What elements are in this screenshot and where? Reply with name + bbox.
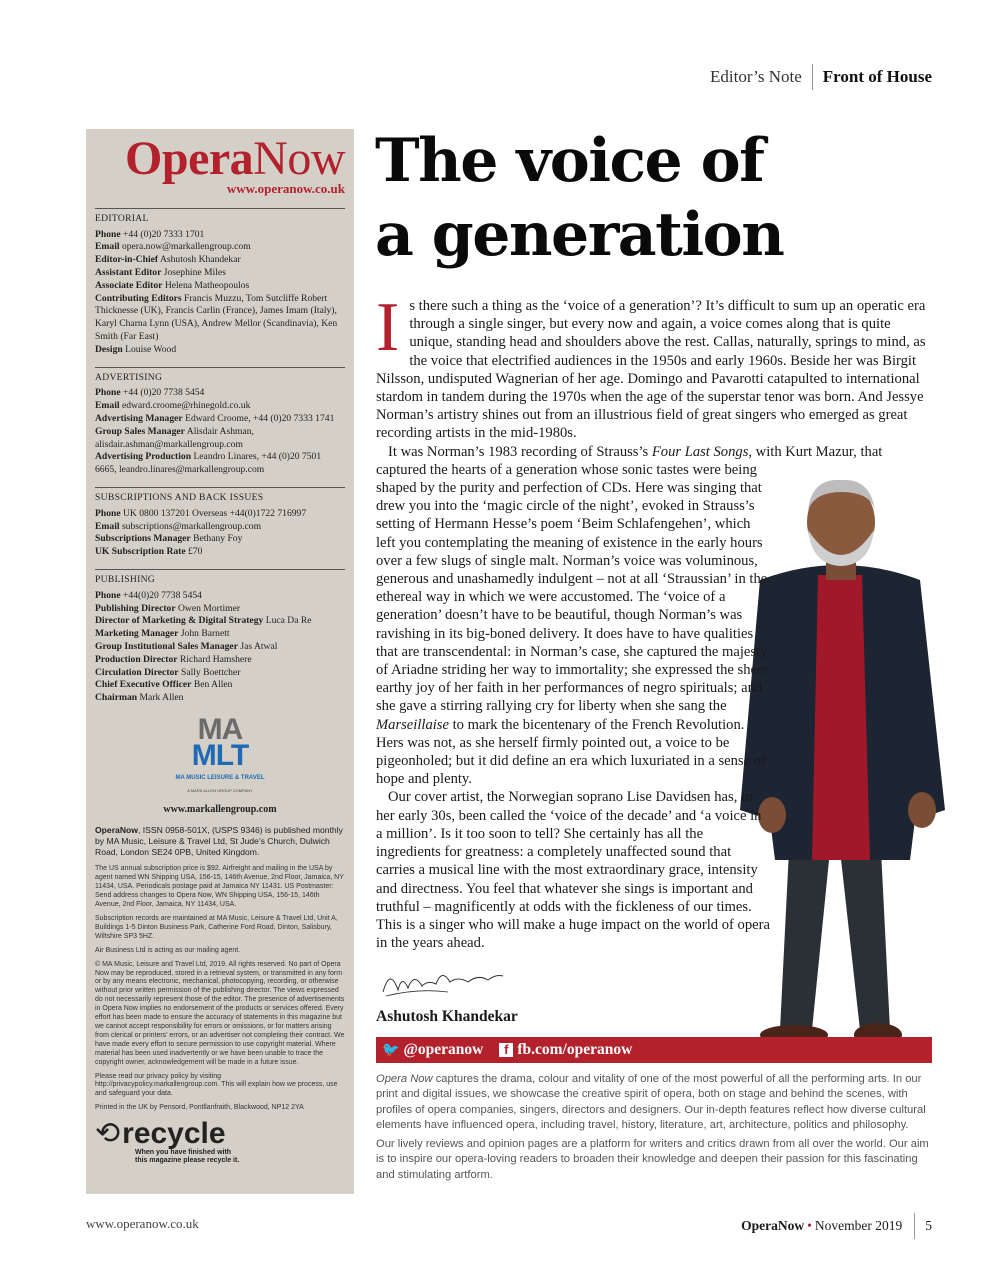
masthead-value: +44 (0)20 7738 5454 [123, 387, 205, 399]
masthead-label: Phone [95, 507, 121, 519]
footer-brand: OperaNow [741, 1218, 805, 1233]
paragraph-2-text-c: captured the hearts of a generation whose sonic tastes were being shaped by the purity and perfection of CDs. Here was singing that drew you into the ‘magic circle of the night’, evoked in Strauss’s setting of Hermann Hesse’s poem ‘Beim Schlafengehen’, which left you contemplating the meaning of existence in the early hours over a few slugs of single malt. Norman’s voice was voluminous, generous and unashamedly indulgent – not at all ‘Straussian’ in the ethereal way in which we were accustomed. The ‘voice of a generation’ doesn’t have to be beautiful, though Norman’s was ravishing in its big-boned delivery. It does have to have qualities that are transcendental: in Norman’s case, she captured the majesty of Ariadne striding her way to immortality; she expressed the sheer earthy joy of her faith in her performances of negro spirituals; and she gave a stirring rallying cry for liberty when she sang the [376, 461, 769, 715]
masthead-value: edward.croome@rhinegold.co.uk [121, 400, 251, 412]
paragraph-2-text-a: It was Norman’s 1983 recording of Strauss’s [388, 443, 652, 460]
masthead-value: Sally Boettcher [180, 666, 241, 678]
footer-issue: November 2019 [814, 1218, 903, 1233]
masthead-value: +44(0)20 7738 5454 [123, 589, 202, 601]
masthead-label: Advertising Manager [95, 412, 183, 424]
logo-url[interactable]: www.operanow.co.uk [226, 181, 345, 196]
masthead-label: Phone [95, 387, 121, 399]
masthead-value: John Barnett [180, 628, 230, 640]
masthead-label: Group Sales Manager [95, 425, 185, 437]
masthead-value: Francis Muzzu, Tom Sutcliffe Robert Thicknesse (UK), Francis Carlin (France), James Imam (Italy), Karyl Charna Lynn (USA), Andrew Mellor (Scandinavia), Ken Smith (Far East) [95, 292, 338, 342]
masthead-label: Advertising Production [95, 451, 192, 463]
masthead-line [95, 344, 345, 357]
masthead-line [95, 615, 345, 628]
recycle-icon: ⟲ [95, 1116, 121, 1152]
footer-divider [914, 1213, 915, 1239]
masthead-line [95, 603, 345, 616]
masthead-line [95, 521, 345, 534]
masthead-value: subscriptions@markallengroup.com [121, 520, 262, 532]
paragraph-1-text: s there such a thing as the ‘voice of a generation’? It’s difficult to sum up an operatic era through a single singer, but every now and again, a voice comes along that is quite unique, standing head and shoulders above the rest. Callas, naturally, springs to mind, as the voice that electrified audiences in the 1950s and early 1960s. Beside her was Birgit Nilsson, undisputed Wagnerian of her age. Domingo and Pavarotti catapulted to international stardom in tandem during the 1970s when the age of the superstar tenor was born. And Jessye Norman’s artistry shines out from an illustrious field of great singers who emerged as great recording artists in the mid-1980s. [376, 298, 926, 442]
masthead-value: £70 [188, 546, 203, 558]
masthead-label: Director of Marketing & Digital Strategy [95, 615, 264, 627]
recycle-word: recycle [122, 1117, 226, 1151]
masthead-line [95, 546, 345, 559]
masthead-line [95, 387, 345, 400]
paragraph-2-text-b: , with Kurt Mazur, that [748, 443, 883, 460]
masthead-label: Assistant Editor [95, 266, 162, 278]
running-header [710, 64, 932, 90]
masthead-label: Phone [95, 589, 121, 601]
article-paragraph-2 [376, 461, 771, 789]
masthead-line [95, 628, 345, 641]
article-body [376, 289, 936, 952]
article-paragraph-3: Our cover artist, the Norwegian soprano Lise Davidsen has, in her early 30s, been called the ‘voice of the decade’ and ‘a voice in a million’. Is it too soon to tell? She certainly has all the ingredients for greatness: a completely unaffected sound that carries a musical line with the most extraordinary grace, intensity and directness. You feel that whatever she sings is important and truthful – magnificently at odds with the fickleness of our times. This is a singer who will make a huge impact on the world of opera in the years ahead. [376, 789, 770, 952]
twitter-icon: 🐦 [382, 1042, 400, 1058]
page-number: 5 [925, 1218, 932, 1233]
subscriptions-lines [95, 508, 345, 559]
masthead-line [95, 413, 345, 426]
footer-url[interactable]: www.operanow.co.uk [86, 1216, 199, 1231]
masthead-value: Richard Hamshere [179, 653, 252, 665]
about-paragraph-2: Our lively reviews and opinion pages are a platform for writers and critics drawn from all over the world. Our aim is to inspire our opera-loving readers to broaden their knowledge and deepen their passion for this fascinating and stimulating artform. [376, 1138, 929, 1181]
malt-logo-bottom: MLT [191, 738, 249, 772]
masthead-value: Ashutosh Khandekar [159, 254, 241, 266]
editorial-section [95, 208, 345, 357]
masthead-line [95, 508, 345, 521]
twitter-handle: @operanow [403, 1041, 484, 1058]
facebook-url: fb.com/operanow [517, 1041, 633, 1058]
masthead-value: Jas Atwal [240, 640, 278, 652]
fine-print-records: Subscription records are maintained at MA Music, Leisure & Travel Ltd, Unit A, Buildings 1-5 Dinton Business Park, Catherine Ford Road, Dinton, Salisbury, Wiltshire SP3 5HZ. [95, 915, 338, 940]
masthead-line [95, 641, 345, 654]
recycle-note [135, 1149, 345, 1165]
masthead-label: Subscriptions Manager [95, 533, 191, 545]
advertising-lines [95, 387, 345, 477]
article-paragraph-1 [376, 289, 936, 443]
paragraph-2-text-d: to mark the bicentenary of the French Revolution. Hers was not, as she herself firmly pointed out, a voice to be pigeonholed; but it did define an era which luxuriated in a sense of hope and plenty. [376, 716, 766, 788]
logo-opera: Opera [125, 132, 254, 185]
signature [378, 962, 508, 1002]
masthead-label: Associate Editor [95, 279, 163, 291]
masthead-value: Leandro Linares, +44 (0)20 7501 6665, leandro.linares@markallengroup.com [95, 451, 322, 476]
masthead-line [95, 451, 345, 477]
opera-now-logo [95, 132, 345, 185]
article-title [375, 124, 935, 272]
article-paragraph-2-lead [376, 443, 936, 461]
recycle-note-line2: this magazine please recycle it. [135, 1157, 240, 1165]
masthead-label: Chairman [95, 692, 138, 704]
masthead-value: Luca Da Re [265, 615, 312, 627]
malt-group: A MARK ALLEN GROUP COMPANY [187, 788, 253, 794]
markallen-url[interactable]: www.markallengroup.com [163, 804, 277, 816]
masthead-line [95, 267, 345, 280]
masthead-label: Production Director [95, 653, 178, 665]
recycle-logo [95, 1116, 345, 1152]
paragraph-2-marseillaise: Marseillaise [376, 716, 449, 733]
masthead-value: Edward Croome, +44 (0)20 7333 1741 [185, 412, 335, 424]
facebook-icon: f [499, 1043, 513, 1057]
subscriptions-section [95, 487, 345, 559]
masthead-label: Editor-in-Chief [95, 254, 159, 266]
publishing-heading: PUBLISHING [95, 569, 345, 587]
paragraph-2-title-italic: Four Last Songs [651, 443, 749, 460]
about-opera-now [376, 1072, 936, 1187]
editorial-lines [95, 229, 345, 357]
masthead-label: Circulation Director [95, 666, 179, 678]
malt-logo-mark [191, 712, 249, 772]
logo-now: Now [253, 132, 345, 185]
masthead-line [95, 293, 345, 344]
about-text-1: captures the drama, colour and vitality of one of the most powerful of all the performing arts. In our print and digital issues, we showcase the creative spirit of opera, both on stage and behind the scenes, with profiles of opera companies, singers, directors and designers. Our in-depth features reflect how diverse cultural elements have influenced opera, including travel, history, literature, art, architecture, politics and philosophy. [376, 1073, 926, 1131]
malt-logo-top: MA [197, 712, 243, 746]
pub-info-text: , ISSN 0958-501X, (USPS 9346) is published monthly by MA Music, Leisure & Travel Ltd, St Jude’s Church, Dulwich Road, London SE24 0PB, United Kingdom. [95, 825, 343, 857]
fine-print-mailing: Air Business Ltd is acting as our mailing agent. [95, 946, 241, 954]
masthead-value: Josephine Miles [163, 266, 226, 278]
masthead-value: Helena Matheopoulos [164, 279, 250, 291]
masthead-value: opera.now@markallengroup.com [121, 241, 251, 253]
header-section: Editor’s Note [709, 67, 802, 86]
title-line-1: The voice of [375, 126, 764, 196]
fine-print-printer: Printed in the UK by Pensord, Pontllanfraith, Blackwood, NP12 2YA [95, 1104, 304, 1112]
masthead-label: Group Institutional Sales Manager [95, 640, 238, 652]
masthead-line [95, 280, 345, 293]
header-subsection: Front of House [822, 67, 932, 86]
masthead-line [95, 679, 345, 692]
masthead-label: UK Subscription Rate [95, 546, 186, 558]
footer-bullet: • [807, 1218, 812, 1233]
publishing-lines [95, 590, 345, 705]
facebook-link[interactable] [499, 1041, 632, 1059]
masthead-line [95, 654, 345, 667]
publication-info [95, 825, 345, 857]
masthead-value: Mark Allen [139, 692, 184, 704]
fine-print-us: The US annual subscription price is $92. Airfreight and mailing in the USA by agent named WN Shipping USA, 156-15, 146th Avenue, 2nd Floor, Jamaica, NY 11434, USA. Periodicals postage paid at Jamaica NY 11431. US Postmaster: Send address changes to Opera Now, WN Shipping USA, 156-15, 146th Avenue, 2nd Floor, Jamaica, NY 11434, USA. [95, 865, 344, 909]
masthead-label: Email [95, 400, 120, 412]
masthead-label: Phone [95, 228, 121, 240]
masthead-line [95, 241, 345, 254]
author-name: Ashutosh Khandekar [376, 1008, 518, 1025]
malt-logo [95, 712, 345, 798]
masthead-label: Marketing Manager [95, 628, 179, 640]
fine-print-copyright: © MA Music, Leisure and Travel Ltd, 2019. All rights reserved. No part of Opera Now may be reproduced, stored in a retrieval system, or transmitted in any form or by any means electronic, mechanical, photocopying, recording, or otherwise without prior written permission of the publishing director. The views expressed do not necessarily represent those of the editor. The presence of advertisements in Opera Now implies no endorsement of the products or services offered. Every effort has been made to ensure the accuracy of statements in this magazine but we cannot accept responsibility for errors or omissions, or for matters arising from clerical or printers’ errors, or an advertiser not completing their contract. We have made every effort to secure permission to use copyright material. Where material has been used inadvertently or we have been unable to trace the copyright owner, acknowledgement will be made in a future issue. [95, 960, 345, 1066]
masthead-label: Email [95, 241, 120, 253]
subscriptions-heading: SUBSCRIPTIONS AND BACK ISSUES [95, 487, 345, 505]
malt-name: MA MUSIC LEISURE & TRAVEL [175, 774, 265, 781]
masthead-value: UK 0800 137201 Overseas +44(0)1722 716997 [123, 507, 307, 519]
editorial-heading: EDITORIAL [95, 208, 345, 226]
pub-info-brand: OperaNow [95, 825, 138, 836]
advertising-section [95, 367, 345, 477]
masthead-label: Publishing Director [95, 602, 176, 614]
social-bar [376, 1037, 932, 1063]
masthead-value: Bethany Foy [193, 533, 243, 545]
about-brand: Opera Now [376, 1073, 433, 1085]
masthead-label: Chief Executive Officer [95, 679, 192, 691]
recycle-note-line1: When you have finished with [135, 1149, 232, 1157]
masthead-label: Email [95, 520, 120, 532]
title-line-2: a generation [375, 200, 784, 270]
footer-folio [741, 1213, 932, 1239]
masthead-line [95, 426, 345, 452]
masthead-value: +44 (0)20 7333 1701 [123, 228, 205, 240]
masthead-value: Alisdair Ashman, alisdair.ashman@markallengroup.com [95, 425, 254, 450]
publishing-section [95, 569, 345, 705]
twitter-link[interactable] [382, 1041, 483, 1059]
about-paragraph-1 [376, 1072, 936, 1133]
masthead-line [95, 667, 345, 680]
masthead-line [95, 590, 345, 603]
masthead-line [95, 692, 345, 705]
masthead-value: Owen Mortimer [177, 602, 241, 614]
masthead-value: Ben Allen [193, 679, 233, 691]
narrow-column [376, 461, 771, 952]
masthead-line [95, 254, 345, 267]
masthead-sidebar [86, 129, 354, 1194]
masthead-label: Design [95, 343, 123, 355]
masthead-label: Contributing Editors [95, 292, 182, 304]
masthead-line [95, 533, 345, 546]
masthead-line [95, 400, 345, 413]
masthead-line [95, 229, 345, 242]
masthead-value: Louise Wood [125, 343, 177, 355]
advertising-heading: ADVERTISING [95, 367, 345, 385]
fine-print-privacy: Please read our privacy policy by visiting http://privacypolicy.markallengroup.com. This will explain how we process, use and safeguard your data. [95, 1072, 338, 1098]
drop-cap: I [376, 289, 400, 366]
